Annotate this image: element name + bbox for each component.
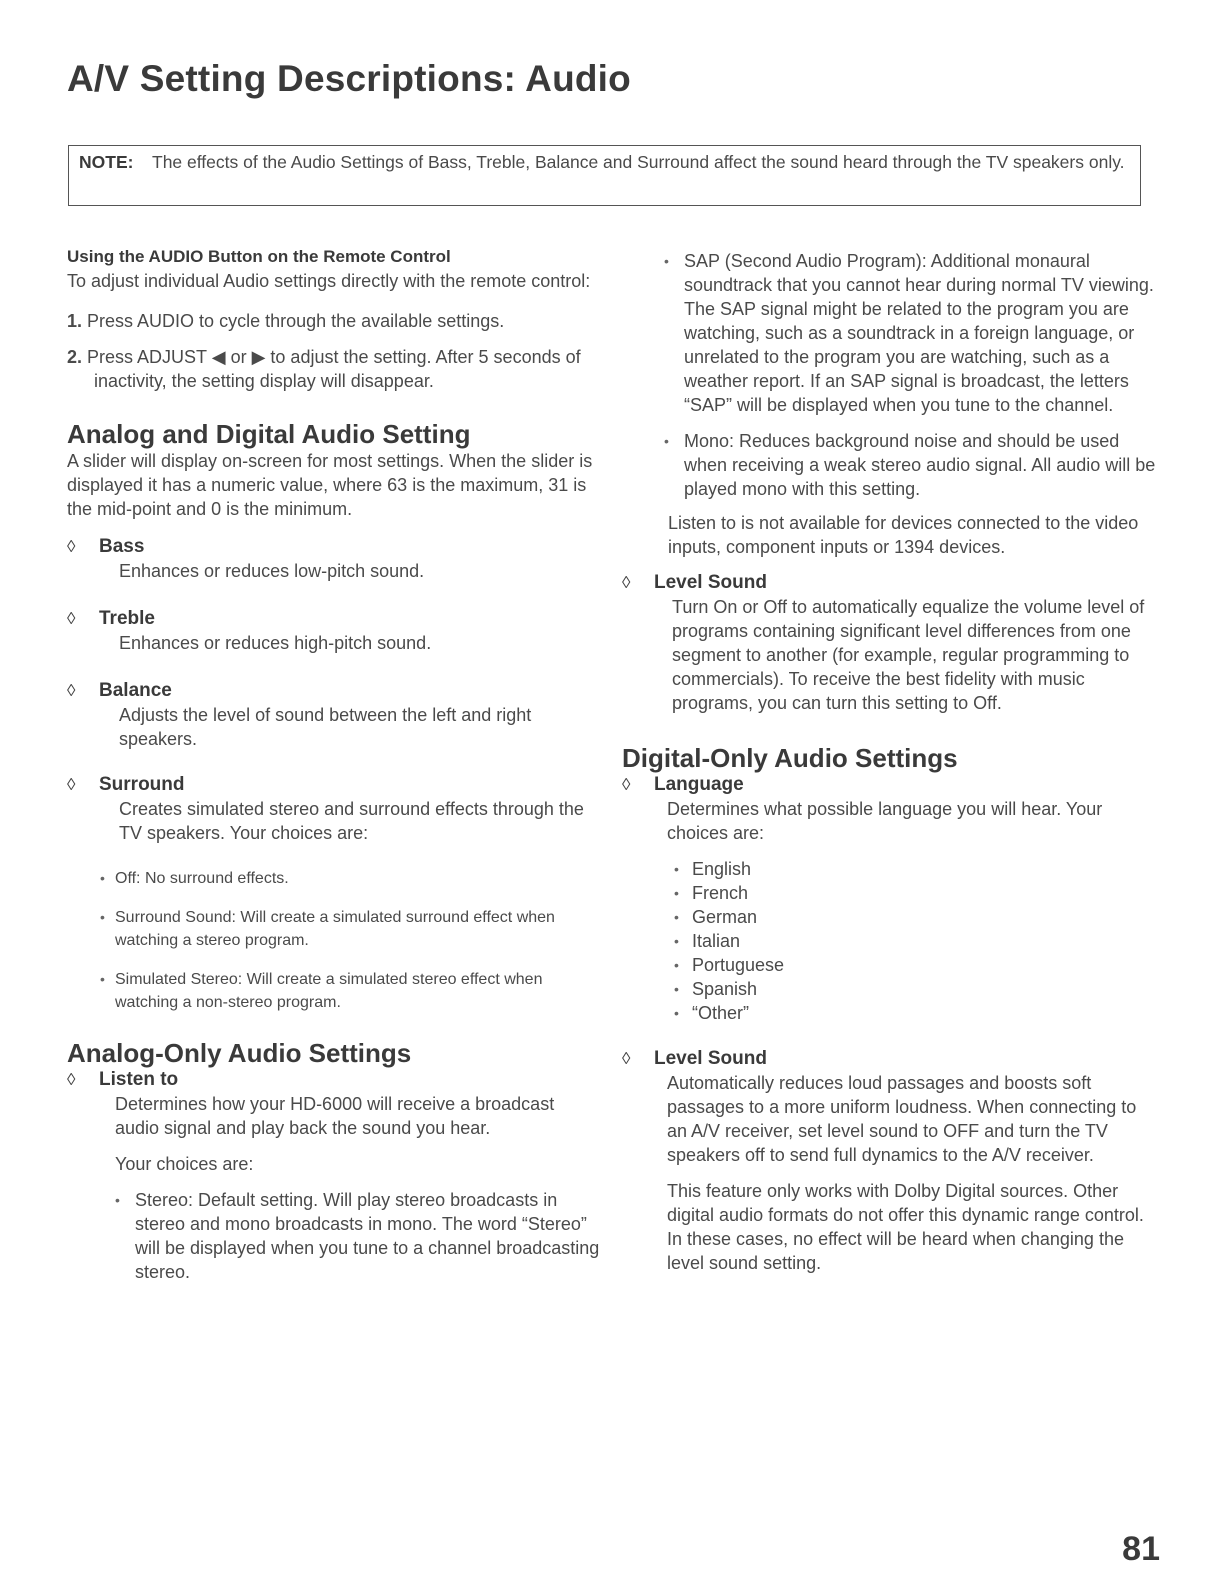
step-text: Press AUDIO to cycle through the available settings. [87, 311, 505, 331]
level-sound-digital-desc: Automatically reduces loud passages and boosts soft passages to a more uniform loudness. When connecting to an A/V receiver, set level sound to OFF and turn the TV speakers off to send full dynamics to the A/V receiver. [667, 1073, 1137, 1165]
list-item: • Italian [622, 929, 1157, 953]
note-label: NOTE: [79, 152, 134, 172]
item-desc: Enhances or reduces high-pitch sound. [119, 633, 432, 653]
page-title: A/V Setting Descriptions: Audio [67, 58, 631, 99]
page-number: 81 [1122, 1530, 1160, 1568]
list-item: • Spanish [622, 977, 1157, 1001]
item-title: Bass [99, 536, 145, 557]
step-text: Press ADJUST ◀ or ▶ to adjust the setting. After 5 seconds of inactivity, the setting display will disappear. [87, 347, 581, 391]
surround-options [67, 867, 602, 1014]
item-title: Treble [99, 608, 155, 629]
audio-button-heading: Using the AUDIO Button on the Remote Control [67, 247, 451, 266]
list-item: • French [622, 881, 1157, 905]
item-desc: Adjusts the level of sound between the left and right speakers. [119, 705, 532, 749]
diamond-icon: ◊ [622, 775, 631, 794]
list-item: • “Other” [622, 1001, 1157, 1025]
list-item: • Mono: Reduces background noise and should be used when receiving a weak stereo audio signal. All audio will be played mono with this setting. [622, 429, 1157, 501]
diamond-icon: ◊ [622, 573, 631, 592]
item-surround [67, 773, 602, 845]
item-desc: Enhances or reduces low-pitch sound. [119, 561, 425, 581]
right-column [622, 249, 1157, 1275]
diamond-icon: ◊ [67, 1070, 76, 1089]
item-title: Language [654, 774, 744, 795]
item-desc: Creates simulated stereo and surround effects through the TV speakers. Your choices are: [119, 799, 584, 843]
item-bass [67, 535, 602, 583]
listen-note: Listen to is not available for devices connected to the video inputs, component inputs or 1394 devices. [668, 513, 1139, 557]
item-title: Listen to [99, 1069, 179, 1090]
diamond-icon: ◊ [67, 609, 76, 628]
list-item: • German [622, 905, 1157, 929]
list-item: • Stereo: Default setting. Will play stereo broadcasts in stereo and mono broadcasts in mono. The word “Stereo” will be displayed when you tune to a channel broadcasting stereo. [67, 1188, 602, 1284]
level-sound-analog-desc: Turn On or Off to automatically equalize the volume level of programs containing significant level differences from one segment to another (for example, regular programming to commercials). To receive the best fidelity with music programs, you can turn this setting to Off. [672, 597, 1145, 713]
listen-to-choices: Your choices are: [115, 1154, 254, 1174]
level-sound-analog-heading [622, 571, 1157, 595]
list-item: • Surround Sound: Will create a simulated surround effect when watching a stereo program. [67, 906, 602, 952]
listen-options-right [622, 249, 1157, 501]
item-title: Surround [99, 774, 185, 795]
list-item: • Off: No surround effects. [67, 867, 602, 890]
dolby-note: This feature only works with Dolby Digital sources. Other digital audio formats do not offer this dynamic range control. In these cases, no effect will be heard when changing the level sound setting. [667, 1181, 1144, 1273]
step-number: 1. [67, 311, 83, 331]
left-column [67, 245, 602, 1284]
item-treble [67, 607, 602, 655]
listen-to-heading [67, 1068, 602, 1092]
item-title: Balance [99, 680, 172, 701]
step-number: 2. [67, 347, 83, 367]
list-item: • English [622, 857, 1157, 881]
diamond-icon: ◊ [622, 1049, 631, 1068]
item-title: Level Sound [654, 1048, 767, 1069]
step-2 [67, 345, 602, 393]
language-heading [622, 773, 1157, 797]
listen-options-left [67, 1188, 602, 1284]
step-1 [67, 309, 602, 333]
analog-digital-intro: A slider will display on-screen for most settings. When the slider is displayed it has a numeric value, where 63 is the maximum, 31 is the mid-point and 0 is the minimum. [67, 451, 593, 519]
note-text: The effects of the Audio Settings of Bass, Treble, Balance and Surround affect the sound heard through the TV speakers only. [152, 152, 1125, 172]
list-item: • Simulated Stereo: Will create a simulated stereo effect when watching a non-stereo program. [67, 968, 602, 1014]
analog-only-title: Analog-Only Audio Settings [67, 1038, 412, 1068]
language-list [622, 857, 1157, 1025]
listen-to-desc: Determines how your HD-6000 will receive a broadcast audio signal and play back the sound you hear. [115, 1094, 555, 1138]
audio-button-intro: To adjust individual Audio settings directly with the remote control: [67, 271, 591, 291]
level-sound-digital-heading [622, 1047, 1157, 1071]
digital-only-title: Digital-Only Audio Settings [622, 743, 958, 773]
diamond-icon: ◊ [67, 775, 76, 794]
list-item: • SAP (Second Audio Program): Additional monaural soundtrack that you cannot hear during normal TV viewing. The SAP signal might be related to the program you are watching, such as a soundtrack in a foreign language, or unrelated to the program you are watching, such as a weather report. If an SAP signal is broadcast, the letters “SAP” will be displayed when you tune to the channel. [622, 249, 1157, 417]
diamond-icon: ◊ [67, 537, 76, 556]
item-title: Level Sound [654, 572, 767, 593]
item-balance [67, 679, 602, 751]
note-box [68, 145, 1141, 206]
list-item: • Portuguese [622, 953, 1157, 977]
diamond-icon: ◊ [67, 681, 76, 700]
analog-digital-title: Analog and Digital Audio Setting [67, 419, 471, 449]
language-desc: Determines what possible language you will hear. Your choices are: [667, 799, 1103, 843]
